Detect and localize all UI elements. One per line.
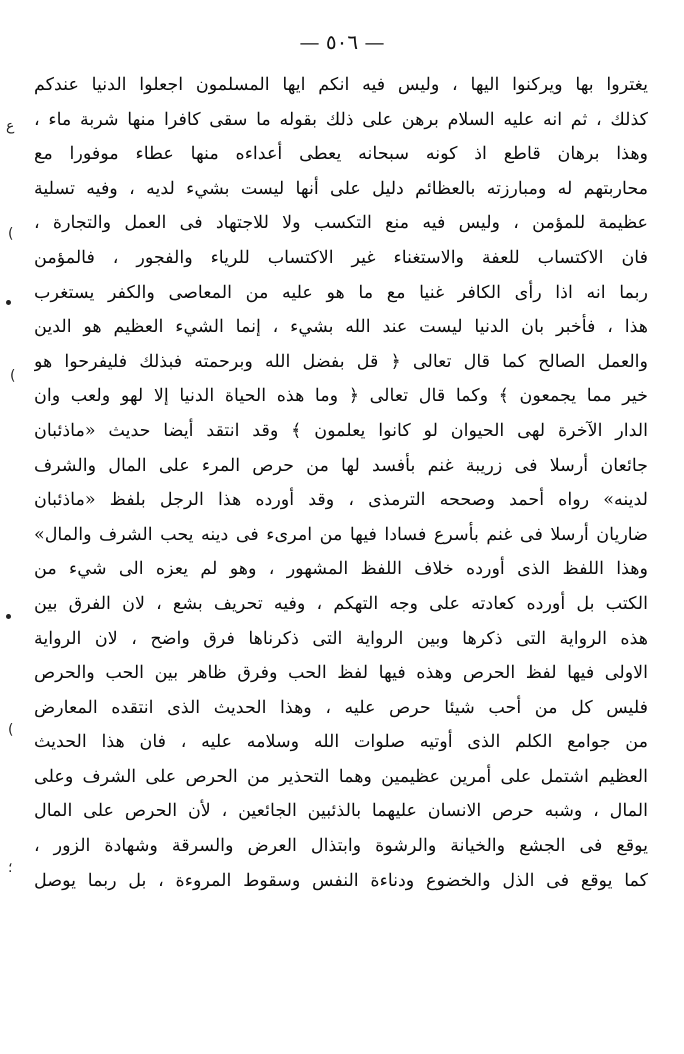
text-line: كذلك ، ثم انه عليه السلام برهن على ذلك بقوله ما سقى كافرا منها شربة ماء ، (34, 109, 648, 130)
text-line: فان الاكتساب للعفة والاستغناء غير الاكتساب للرياء والفجور ، فالمؤمن (34, 247, 648, 268)
text-line: المال ، وشبه حرص الانسان عليهما بالذئبين الجائعين ، لأن الحرص على المال (34, 801, 648, 822)
text-line: الكتب بل أورده كعادته على وجه التهكم ، وفيه تحريف بشع ، لان الفرق بين (34, 593, 648, 614)
text-line: من جوامع الكلم الذى أوتيه صلوات الله وسلامه عليه ، فان هذا الحديث (34, 732, 648, 753)
margin-mark: ( (10, 368, 16, 384)
text-line: يغتروا بها ويركنوا اليها ، وليس فيه انكم ايها المسلمون اجعلوا الدنيا عندكم (34, 75, 648, 95)
text-line: وهذا برهان قاطع اذ كونه سبحانه يعطى أعداءه منها عطاء موفورا مع (34, 144, 648, 165)
margin-mark: ع (6, 118, 15, 134)
text-line: والعمل الصالح كما قال تعالى ﴿ قل بفضل الله وبرحمته فبذلك فليفرحوا هو (34, 351, 648, 372)
text-line: ربما انه اذا رأى الكافر غنيا مع ما هو عليه من المعاصى والكفر يستغرب (34, 282, 648, 303)
text-line: لدينه» رواه أحمد وصححه الترمذى ، وقد أورده هذا الرجل بلفظ «ماذئبان (34, 490, 648, 511)
text-line: يوقع فى الجشع والخيانة والرشوة وابتذال العرض والسرقة وشهادة الزور ، (34, 836, 648, 857)
text-line: الاولى فيها لفظ الحرص وهذه فيها لفظ الحب وفرق ظاهر بين الحب والحرص (34, 663, 648, 684)
text-line: عظيمة للمؤمن ، وليس فيه منع التكسب ولا للاجتهاد فى العمل والتجارة ، (34, 213, 648, 234)
text-line: الدار الآخرة لهى الحيوان لو كانوا يعلمون ﴾ وقد انتقد أيضا حديث «ماذئبان (34, 420, 648, 441)
text-line: كما يوقع فى الذل والخضوع ودناءة النفس وسقوط المروءة ، بل ربما يوصل (34, 870, 648, 891)
margin-mark: ( (8, 226, 14, 242)
text-line: خير مما يجمعون ﴾ وكما قال تعالى ﴿ وما هذه الحياة الدنيا إلا لهو ولعب وان (34, 386, 648, 407)
margin-dot (6, 614, 11, 619)
text-line: هذا ، فأخبر بان الدنيا ليست عند الله بشيء ، إنما الشيء العظيم هو الدين (34, 317, 648, 338)
text-line: محاربتهم له ومبارزته بالعظائم دليل على أنها ليست بشيء لديه ، وفيه تسلية (34, 178, 648, 199)
text-line: هذه الرواية التى ذكرها وبين الرواية التى ذكرناها فرق واضح ، لان الرواية (34, 628, 648, 649)
margin-mark: ( (8, 722, 14, 738)
text-line: وهذا اللفظ الذى أورده خلاف اللفظ المشهور ، وهو لم يعزه الى شيء من (34, 559, 648, 580)
page-body-text (34, 68, 648, 898)
page-number: — ٥٠٦ — (299, 30, 385, 54)
margin-dot (6, 300, 11, 305)
margin-mark: ؛ (8, 860, 13, 876)
text-line: ضاريان أرسلا فى غنم بأسرع فسادا فيها من امرىء فى دينه يحب الشرف والمال» (34, 524, 648, 545)
text-line: جائعان أرسلا فى زريبة غنم بأفسد لها من حرص المرء على المال والشرف (34, 455, 648, 476)
text-line: العظيم اشتمل على أمرين عظيمين وهما التحذير من الحرص على الشرف وعلى (34, 766, 648, 787)
text-line: فليس كل من أحب شيئا حرص عليه ، وهذا الحديث الذى انتقده المعارض (34, 697, 648, 718)
